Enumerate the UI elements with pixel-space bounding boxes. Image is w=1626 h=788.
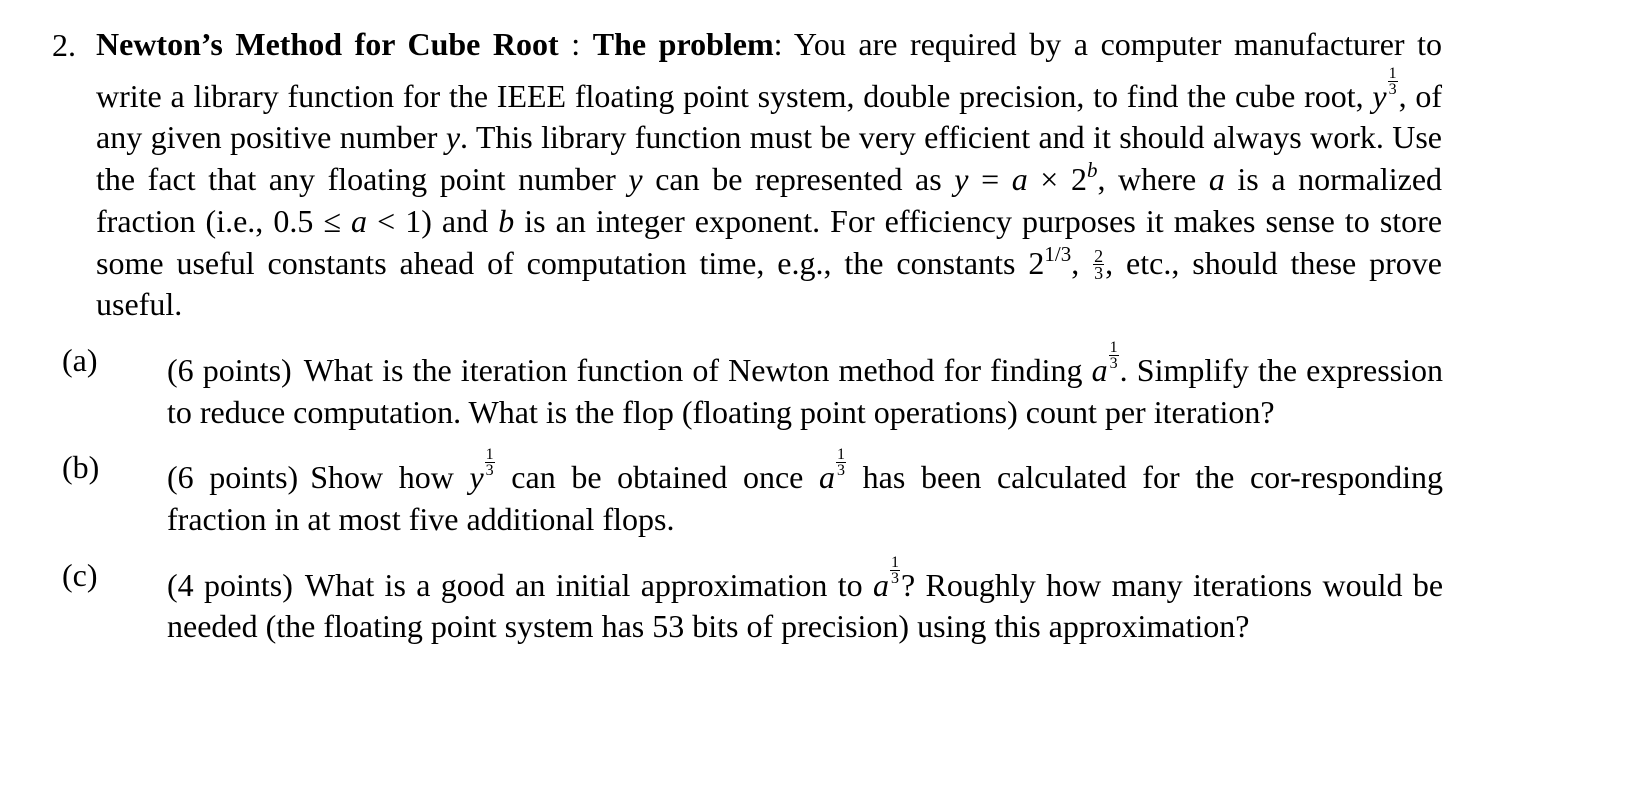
- fraction-numerator: 1: [890, 553, 899, 571]
- exponent-fraction-one-third: [836, 447, 846, 478]
- points-label: (4 points): [167, 566, 293, 603]
- problem-title: Newton’s Method for Cube Root: [96, 26, 559, 62]
- exponent-fraction-one-third: [890, 555, 900, 586]
- fraction-numerator: 1: [1109, 338, 1118, 356]
- math-var-y: y: [445, 119, 461, 156]
- fraction-numerator: 1: [485, 446, 494, 464]
- fraction-numerator: 1: [1388, 64, 1397, 82]
- part-text-segment: ? Roughly how many iterations would be needed (the floating point system has 53 bits of precision) using this approximation?: [167, 566, 1444, 645]
- part-text: [167, 340, 1443, 433]
- constant-fraction-two-thirds: [1093, 245, 1104, 283]
- part-text-segment: can be obtained once: [495, 459, 820, 496]
- math-equals: =: [968, 161, 1012, 198]
- part-text-segment: What is the iteration function of Newton method for finding: [303, 351, 1092, 388]
- math-exponent-b: b: [1086, 158, 1098, 183]
- exponent-fraction-one-third: [1388, 66, 1398, 97]
- intro-text: ,: [1071, 244, 1093, 281]
- intro-text: < 1) and: [367, 202, 499, 239]
- exponent-fraction-one-third: [485, 447, 495, 478]
- intro-text: , where: [1097, 161, 1209, 198]
- fraction-denominator: 3: [1388, 80, 1397, 98]
- math-var-a: a: [351, 202, 368, 239]
- fraction-denominator: 3: [890, 569, 899, 587]
- problem-block: [52, 24, 1452, 662]
- intro-text: is a normalized fraction (i.e., 0.5 ≤: [96, 161, 1443, 239]
- problem-number: 2.: [52, 27, 76, 63]
- part-text: [167, 447, 1443, 540]
- points-label: (6 points): [167, 459, 299, 496]
- math-var-a: a: [819, 459, 836, 496]
- problem-subtitle: The problem: [592, 26, 774, 62]
- math-var-a: a: [1011, 161, 1028, 198]
- fraction-denominator: 3: [837, 462, 846, 480]
- constant-exponent: 1/3: [1044, 241, 1072, 266]
- problem-parts: [52, 340, 1452, 648]
- title-separator: :: [558, 26, 593, 62]
- problem-statement: [96, 24, 1442, 326]
- part-text: [167, 555, 1443, 648]
- part-text-segment: . Simplify the expression to reduce computation. What is the flop (floating point operations) count per iteration?: [167, 351, 1444, 430]
- part-label: (a): [62, 341, 98, 378]
- math-var-y: y: [628, 161, 643, 198]
- fraction-numerator: 1: [837, 446, 846, 464]
- part-text-segment: What is a good an initial approximation to: [304, 566, 873, 603]
- part-label: (c): [62, 556, 98, 593]
- part-b: [52, 447, 1452, 540]
- exponent-fraction-one-third: [1109, 340, 1119, 371]
- part-a: [52, 340, 1452, 433]
- points-label: (6 points): [167, 351, 292, 388]
- math-var-y: y: [469, 459, 484, 496]
- math-var-y: y: [1372, 77, 1387, 114]
- part-c: [52, 555, 1452, 648]
- intro-text: : You are required by a computer manufacturer to write a library function for the IEEE floating point system, double precision, to find the cube root,: [96, 26, 1443, 114]
- part-label: (b): [62, 449, 100, 486]
- fraction-denominator: 3: [1094, 262, 1104, 283]
- intro-text: is an integer exponent. For efficiency purposes it makes sense to store some useful constants ahead of computation time, e.g., the constants 2: [96, 202, 1443, 281]
- fraction-numerator: 2: [1094, 245, 1104, 266]
- math-var-y: y: [954, 161, 969, 198]
- intro-text: . This library function must be very efficient and it should always work. Use the fact that any floating point number: [96, 119, 1443, 198]
- intro-text: can be represented as: [642, 161, 955, 198]
- fraction-denominator: 3: [1109, 354, 1118, 372]
- fraction-denominator: 3: [485, 462, 494, 480]
- intro-text: , of any given positive number: [96, 77, 1443, 156]
- math-var-a: a: [1091, 351, 1108, 388]
- math-var-b: b: [498, 202, 515, 239]
- part-text-segment: Show how: [310, 459, 470, 496]
- intro-text: , etc., should these prove useful.: [96, 244, 1443, 323]
- math-var-a: a: [1208, 161, 1225, 198]
- part-text-segment: has been calculated for the cor-responding fraction in at most five additional flops.: [167, 459, 1444, 538]
- math-var-a: a: [872, 566, 889, 603]
- math-times-two: × 2: [1027, 161, 1087, 198]
